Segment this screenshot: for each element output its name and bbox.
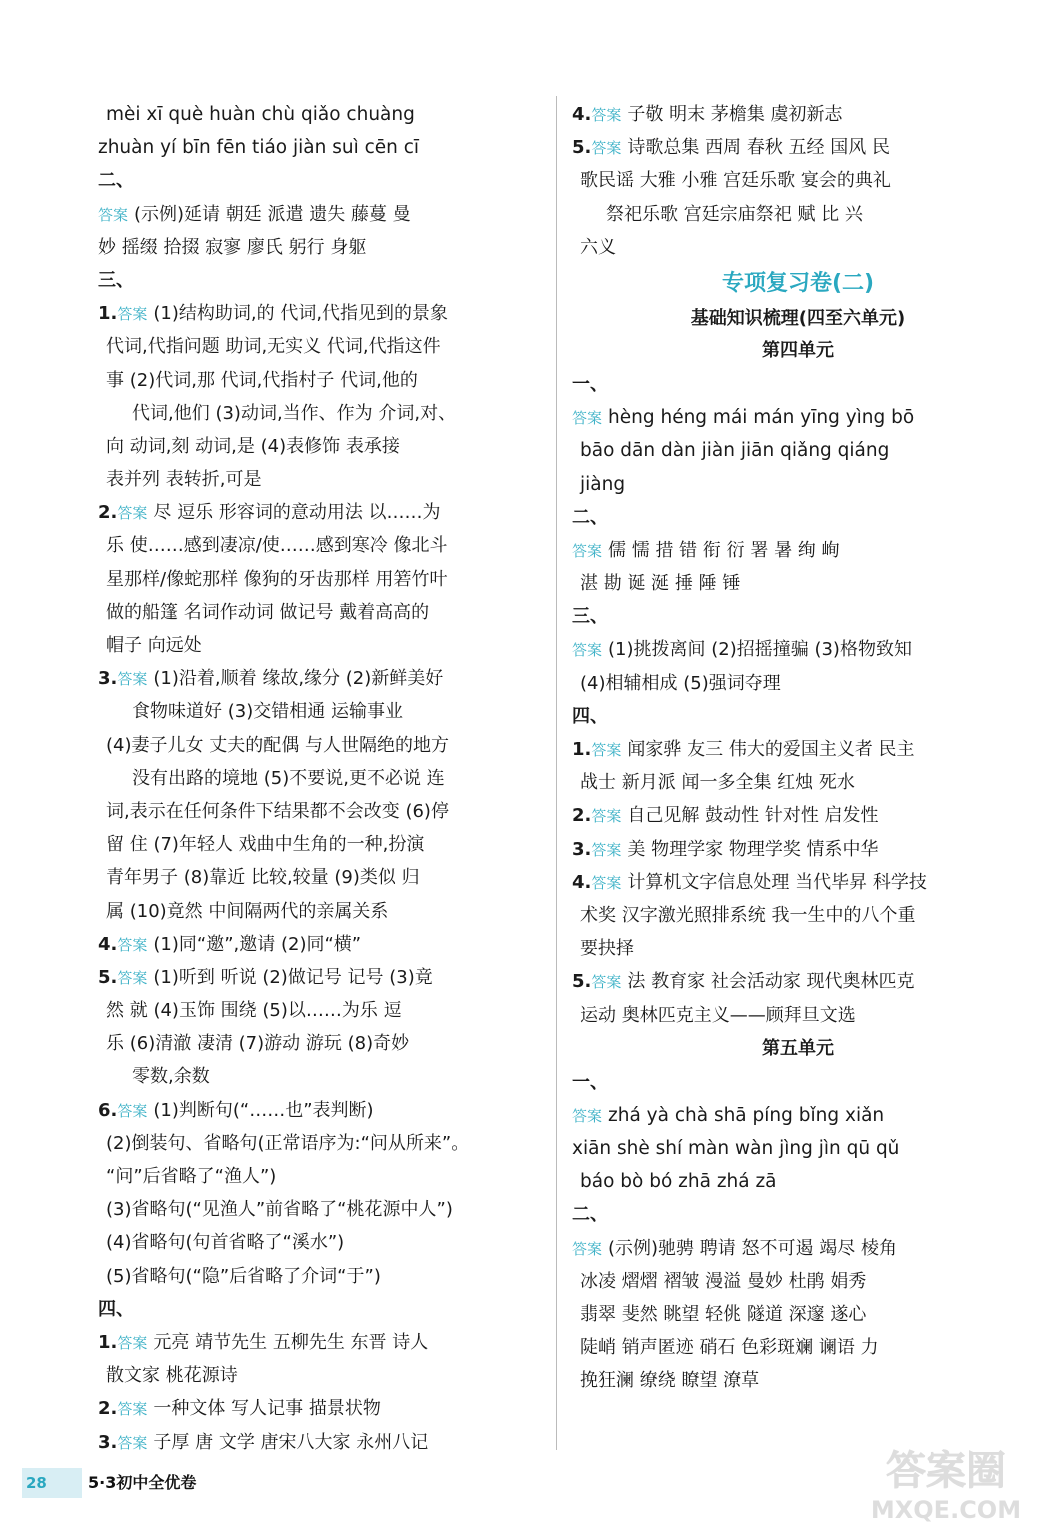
answer-label: 答案 [117,1333,148,1352]
answer-line [572,1265,1024,1298]
line-text: 四、 [98,1298,134,1320]
line-text: 青年男子 (8)靠近 比较,较量 (9)类似 归 [106,867,420,889]
answer-line [572,766,1024,799]
line-text: 计算机文字信息处理 当代毕昇 科学技 [627,871,927,893]
answer-label: 答案 [591,840,622,859]
answer-line [98,1094,550,1127]
line-text: xiān shè shí màn wàn jìng jìn qū qǔ [572,1138,900,1160]
line-text: 一、 [572,1071,608,1093]
section-heading [98,164,550,197]
answer-line [98,98,550,131]
answer-line [98,1193,550,1226]
line-text: (1)同“邀”,邀请 (2)同“横” [153,933,362,955]
line-text: 散文家 桃花源诗 [106,1365,238,1387]
line-text: 三、 [98,269,134,291]
answer-line [98,1392,550,1425]
unit-five-answers [572,1066,1024,1398]
answer-line [572,1232,1024,1265]
answer-line [98,1226,550,1259]
question-number: 5. [572,971,592,993]
line-text: 食物味道好 (3)交错相通 运输事业 [132,701,403,723]
line-text: 三、 [572,606,608,628]
answer-label: 答案 [117,1433,148,1452]
answer-label: 答案 [591,741,622,759]
line-text: (示例)延请 朝廷 派遣 遗失 藤蔓 曼 [134,203,411,225]
line-text: 做的船篷 名词作动词 做记号 戴着高高的 [106,601,430,623]
answer-line [98,994,550,1027]
right-column [572,98,1024,1398]
line-text: báo bò bó zhā zhá zā [580,1171,777,1193]
answer-label: 答案 [117,504,148,523]
line-text: (4)妻子儿女 丈夫的配偶 与人世隔绝的地方 [106,734,449,756]
line-text: 表并列 表转折,可是 [106,469,262,491]
answer-line [98,1426,550,1459]
line-text: 法 教育家 社会活动家 现代奥林匹克 [627,971,915,993]
answer-line [572,1165,1024,1198]
answer-line [98,231,550,264]
line-text: 术奖 汉字激光照排系统 我一生中的八个重 [580,904,916,926]
line-text: 乐 使……感到凄凉/使……感到寒冷 像北斗 [106,535,448,557]
line-text: (5)省略句(“隐”后省略了介词“于”) [106,1265,381,1287]
answer-label: 答案 [572,409,603,428]
answer-line [98,1359,550,1392]
series-name: 5·3初中全优卷 [88,1473,197,1492]
section-heading [572,368,1024,401]
answer-line [98,1060,550,1093]
answer-label: 答案 [98,205,129,224]
line-text: zhuàn yí bīn fēn tiáo jiàn suì cēn cī [98,137,420,159]
answer-label: 答案 [117,1400,148,1419]
answer-line [572,932,1024,965]
line-text: 祭祀乐歌 宫廷宗庙祭祀 赋 比 兴 [606,203,863,225]
answer-line [98,397,550,430]
answer-label: 答案 [591,106,622,124]
line-text: (1)结构助词,的 代词,代指见到的景象 [153,303,449,325]
question-number: 5. [98,966,118,988]
line-text: 歌民谣 大雅 小雅 宫廷乐歌 宴会的典礼 [580,170,891,192]
watermark-logo [848,1440,1044,1524]
answer-line [98,961,550,994]
answer-label: 答案 [117,968,148,987]
line-text: 冰凌 熠熠 褶皱 漫溢 曼妙 杜鹃 娟秀 [580,1270,867,1292]
line-text: 湛 勘 诞 涎 捶 陲 锤 [580,573,741,595]
answer-label: 答案 [572,541,603,560]
unit-five-heading: 第五单元 [762,1037,834,1059]
right-top-answers [572,98,1024,264]
answer-line [572,965,1024,998]
answer-line [572,164,1024,197]
line-text: 词,表示在任何条件下结果都不会改变 (6)停 [106,800,449,822]
answer-line [572,401,1024,434]
line-text: (3)省略句(“见渔人”前省略了“桃花源中人”) [106,1199,453,1221]
line-text: mèi xī què huàn chù qiǎo chuàng [106,104,415,125]
answer-label: 答案 [591,807,622,826]
answer-line [98,463,550,496]
answer-line [572,866,1024,899]
answer-line [98,1027,550,1060]
unit-four-answers [572,368,1024,1032]
answer-line [98,131,550,164]
question-number: 2. [572,805,592,827]
answer-line [572,1099,1024,1132]
line-text: 一、 [572,373,608,395]
line-text: 运动 奥林匹克主义——顾拜旦文选 [580,1004,856,1026]
answer-line [572,1298,1024,1331]
answer-line [572,567,1024,600]
line-text: 战士 新月派 闻一多全集 红烛 死水 [580,772,855,794]
answer-line [98,1160,550,1193]
section-heading [572,700,1024,733]
line-text: 星那样/像蛇那样 像狗的牙齿那样 用箬竹叶 [106,568,448,590]
svg-text:MXQE.COM: MXQE.COM [870,1496,1022,1524]
line-text: 没有出路的境地 (5)不要说,更不必说 连 [132,767,445,789]
answer-line [572,833,1024,866]
line-text: (1)判断句(“……也”表判断) [153,1099,374,1121]
line-text: 事 (2)代词,那 代词,代指村子 代词,他的 [106,369,418,391]
line-text: 儒 懦 措 错 衔 衍 署 暑 绚 峋 [608,539,840,561]
line-text: 尽 逗乐 形容词的意动用法 以……为 [153,502,441,524]
line-text: 陡峭 销声匿迹 硝石 色彩斑斓 谰语 力 [580,1337,879,1359]
question-number: 3. [98,1431,118,1453]
section-heading [98,264,550,297]
answer-line [572,799,1024,832]
section-title: 专项复习卷(二) [721,270,875,296]
answer-line [572,1331,1024,1364]
answer-line [98,297,550,330]
answer-line [98,430,550,463]
line-text: 然 就 (4)玉饰 围绕 (5)以……为乐 逗 [106,1000,402,1022]
answer-line [98,695,550,728]
answer-line [98,496,550,529]
answer-label: 答案 [117,305,148,324]
question-number: 4. [572,871,592,893]
answer-line [572,633,1024,666]
answer-line [572,899,1024,932]
line-text: 要抉择 [580,938,634,960]
line-text: (1)挑拨离间 (2)招摇撞骗 (3)格物致知 [608,639,912,661]
answer-line [98,1326,550,1359]
line-text: (4)省略句(句首省略了“溪水”) [106,1232,345,1254]
line-text: (4)相辅相成 (5)强词夺理 [580,672,781,694]
answer-line [98,928,550,961]
answer-line [98,828,550,861]
section-subtitle: 基础知识梳理(四至六单元) [690,307,906,329]
answer-line [98,596,550,629]
answer-line [572,1364,1024,1397]
question-number: 2. [98,502,118,524]
answer-line [572,667,1024,700]
line-text: 留 住 (7)年轻人 戏曲中生角的一种,扮演 [106,834,425,856]
answer-line [572,98,1024,131]
line-text: 子敬 明末 茅檐集 虞初新志 [627,104,843,125]
answer-label: 答案 [591,873,622,892]
line-text: 属 (10)竟然 中间隔两代的亲属关系 [106,900,389,922]
line-text: 一种文体 写人记事 描景状物 [153,1398,381,1420]
answer-line [98,729,550,762]
answer-line [98,1127,550,1160]
section-heading [572,501,1024,534]
answer-line [572,231,1024,264]
answer-line [98,529,550,562]
left-column [98,98,550,1459]
answer-line [98,662,550,695]
question-number: 3. [98,668,118,690]
answer-line [572,198,1024,231]
question-number: 5. [572,137,592,159]
answer-line [572,999,1024,1032]
section-heading [572,1066,1024,1099]
line-text: 帽子 向远处 [106,635,202,656]
page-number: 28 [26,1474,47,1492]
line-text: (2)倒装句、省略句(正常语序为:“问从所来”。 [106,1132,470,1154]
answer-line [572,131,1024,164]
answer-line [98,895,550,928]
line-text: (1)听到 听说 (2)做记号 记号 (3)竟 [153,966,433,988]
line-text: 零数,余数 [132,1066,210,1088]
line-text: hèng héng mái mán yīng yìng bō [608,407,915,429]
line-text: 代词,他们 (3)动词,当作、作为 介词,对、 [132,402,457,424]
answer-line [572,468,1024,501]
answer-label: 答案 [591,973,622,992]
line-text: “问”后省略了“渔人”) [106,1166,277,1187]
line-text: (示例)驰骋 聘请 怒不可遏 竭尽 棱角 [608,1237,897,1259]
line-text: 二、 [572,1204,608,1226]
answer-line [98,1260,550,1293]
line-text: 闻家骅 友三 伟大的爱国主义者 民主 [627,739,915,760]
line-text: 挽狂澜 缭绕 瞭望 潦草 [580,1370,760,1392]
line-text: 子厚 唐 文学 唐宋八大家 永州八记 [153,1431,429,1453]
line-text: 四、 [572,705,608,727]
line-text: 自己见解 鼓动性 针对性 启发性 [627,805,879,827]
line-text: (1)沿着,顺着 缘故,缘分 (2)新鲜美好 [153,668,444,690]
answer-line [98,364,550,397]
answer-line [572,733,1024,766]
line-text: 元亮 靖节先生 五柳先生 东晋 诗人 [153,1331,429,1353]
question-number: 4. [572,104,592,125]
answer-line [572,534,1024,567]
answer-label: 答案 [117,670,148,689]
line-text: 六义 [580,236,616,258]
line-text: 翡翠 斐然 眺望 轻佻 隧道 深邃 遂心 [580,1304,867,1325]
answer-label: 答案 [117,935,148,954]
question-number: 1. [98,1331,118,1353]
answer-label: 答案 [572,1239,603,1258]
answer-label: 答案 [572,641,603,660]
line-text: jiàng [580,473,626,495]
question-number: 3. [572,838,592,860]
question-number: 1. [98,303,118,325]
answer-label: 答案 [572,1106,603,1125]
question-number: 4. [98,933,118,955]
answer-line [572,1132,1024,1165]
section-heading [98,1293,550,1326]
section-heading [572,1198,1024,1231]
unit-four-heading: 第四单元 [762,339,834,361]
question-number: 1. [572,739,592,760]
line-text: 向 动词,刻 动词,是 (4)表修饰 表承接 [106,435,400,457]
line-text: 妙 摇缀 拾掇 寂寥 廖氏 躬行 身躯 [98,236,367,258]
line-text: bāo dān dàn jiàn jiān qiǎng qiáng [580,440,890,462]
answer-label: 答案 [117,1101,148,1120]
line-text: 二、 [572,506,608,528]
question-number: 2. [98,1398,118,1420]
line-text: 诗歌总集 西周 春秋 五经 国风 民 [627,137,890,159]
line-text: 二、 [98,170,134,192]
line-text: 乐 (6)清澈 凄清 (7)游动 游玩 (8)奇妙 [106,1033,410,1055]
section-heading [572,600,1024,633]
answer-line [98,330,550,363]
answer-line [98,198,550,231]
answer-line [98,629,550,662]
answer-line [98,563,550,596]
answer-line [572,434,1024,467]
question-number: 6. [98,1099,118,1121]
line-text: 美 物理学家 物理学奖 情系中华 [627,838,879,860]
line-text: 代词,代指问题 助词,无实义 代词,代指这件 [106,336,441,358]
answer-line [98,861,550,894]
answer-line [98,762,550,795]
answer-label: 答案 [591,139,622,158]
svg-text:答案圈: 答案圈 [886,1448,1006,1494]
column-divider [556,96,557,1450]
answer-line [98,795,550,828]
line-text: zhá yà chà shā píng bǐng xiǎn [608,1104,885,1126]
